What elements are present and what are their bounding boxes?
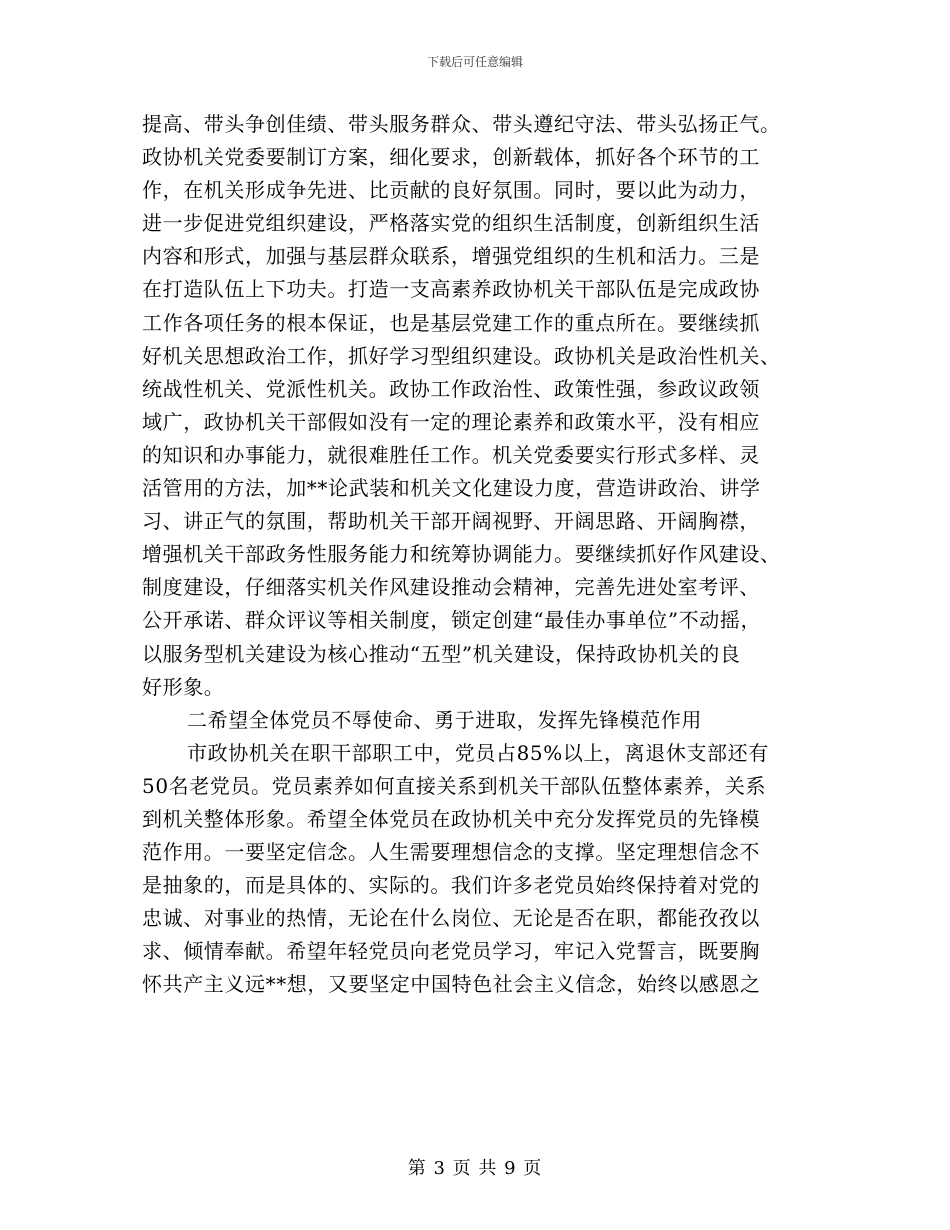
- text-line: 制度建设，仔细落实机关作风建设推动会精神，完善先进处室考评、: [142, 575, 760, 600]
- text-line: 政协机关党委要制订方案，细化要求，创新载体，抓好各个环节的工: [142, 145, 760, 170]
- text-line: 提高、带头争创佳绩、带头服务群众、带头遵纪守法、带头弘扬正气。: [142, 112, 781, 136]
- text-line: 怀共产主义远**想，又要坚定中国特色社会主义信念，始终以感恩之: [142, 972, 761, 997]
- section-heading: 二希望全体党员不辱使命、勇于进取，发挥先锋模范作用: [187, 707, 702, 732]
- text-line: 增强机关干部政务性服务能力和统筹协调能力。要继续抓好作风建设、: [142, 542, 781, 567]
- text-line: 范作用。一要坚定信念。人生需要理想信念的支撑。坚定理想信念不: [142, 840, 760, 865]
- text-line: 是抽象的，而是具体的、实际的。我们许多老党员始终保持着对党的: [142, 873, 760, 898]
- text-line: 在打造队伍上下功夫。打造一支高素养政协机关干部队伍是完成政协: [142, 277, 760, 302]
- paragraph-first-line: 市政协机关在职干部职工中，党员占85%以上，离退休支部还有: [187, 740, 769, 765]
- text-line: 好形象。: [142, 674, 225, 699]
- text-line: 域广，政协机关干部假如没有一定的理论素养和政策水平，没有相应: [142, 409, 760, 434]
- page-header: 下载后可任意编辑: [426, 55, 523, 69]
- body-text: [142, 108, 812, 1002]
- text-line: 作，在机关形成争先进、比贡献的良好氛围。同时，要以此为动力，: [142, 178, 760, 203]
- text-line: 以服务型机关建设为核心推动“五型”机关建设，保持政协机关的良: [142, 641, 741, 666]
- text-line: 活管用的方法，加**论武装和机关文化建设力度，营造讲政治、讲学: [142, 476, 761, 501]
- text-line: 求、倾情奉献。希望年轻党员向老党员学习，牢记入党誓言，既要胸: [142, 939, 760, 964]
- text-line: 习、讲正气的氛围，帮助机关干部开阔视野、开阔思路、开阔胸襟，: [142, 509, 760, 534]
- text-line: 内容和形式，加强与基层群众联系，增强党组织的生机和活力。三是: [142, 244, 760, 269]
- text-line: 工作各项任务的根本保证，也是基层党建工作的重点所在。要继续抓: [142, 310, 760, 335]
- page-number-footer: 第 3 页 共 9 页: [407, 1158, 543, 1179]
- text-line: 统战性机关、党派性机关。政协工作政治性、政策性强，参政议政领: [142, 376, 760, 401]
- text-line: 到机关整体形象。希望全体党员在政协机关中充分发挥党员的先锋模: [142, 806, 760, 831]
- text-line: 忠诚、对事业的热情，无论在什么岗位、无论是否在职，都能孜孜以: [142, 906, 760, 931]
- text-line: 50名老党员。党员素养如何直接关系到机关干部队伍整体素养，关系: [142, 773, 767, 798]
- text-line: 进一步促进党组织建设，严格落实党的组织生活制度，创新组织生活: [142, 211, 760, 236]
- text-line: 的知识和办事能力，就很难胜任工作。机关党委要实行形式多样、灵: [142, 442, 760, 467]
- text-line: 公开承诺、群众评议等相关制度，锁定创建“最佳办事单位”不动摇，: [142, 608, 762, 633]
- text-line: 好机关思想政治工作，抓好学习型组织建设。政协机关是政治性机关、: [142, 343, 781, 368]
